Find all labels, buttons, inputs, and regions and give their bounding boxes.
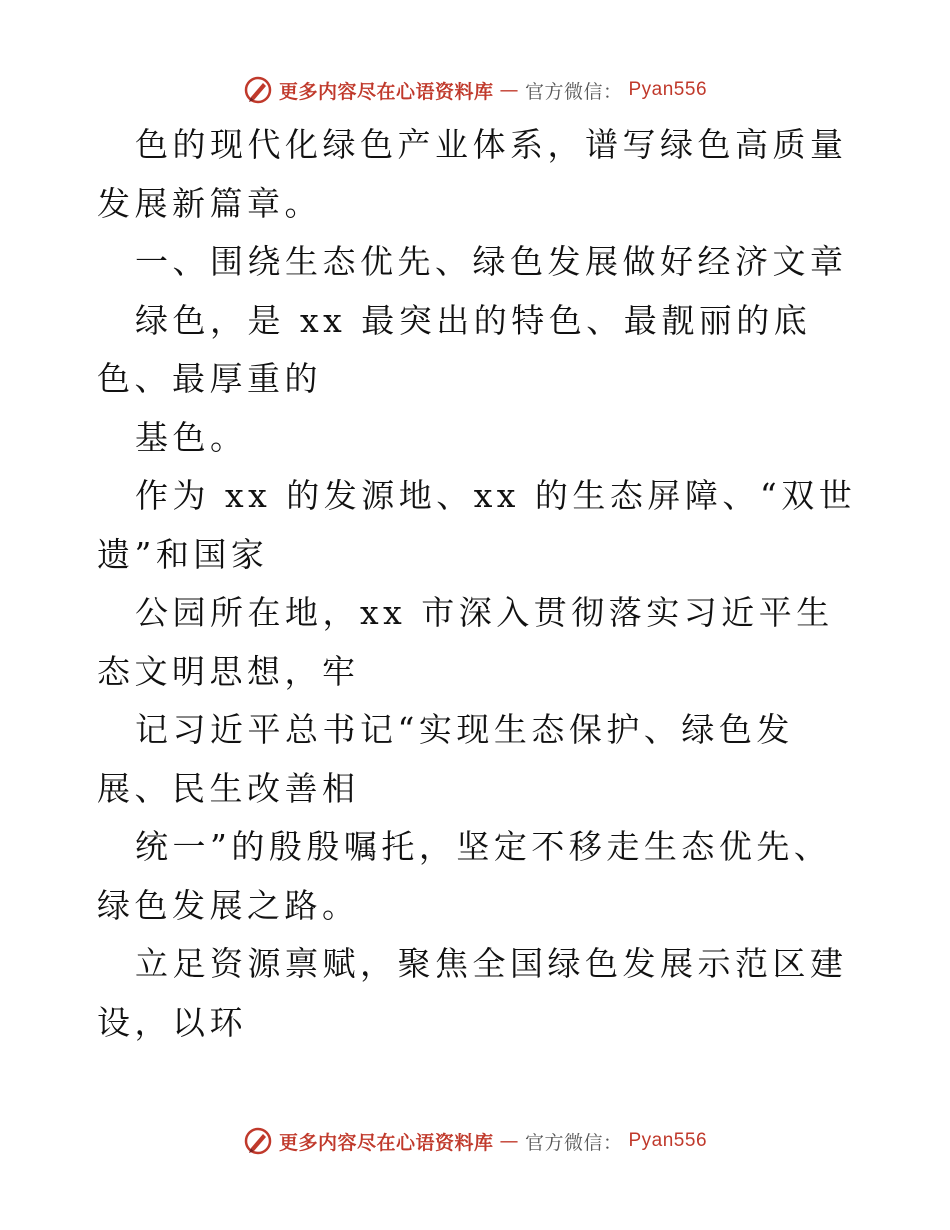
watermark-main-text: 更多内容尽在心语资料库 <box>278 1131 494 1154</box>
watermark-wechat-id: Pyan556 <box>628 1130 708 1151</box>
paragraph: 立足资源禀赋，聚焦全国绿色发展示范区建设，以环 <box>97 944 848 1042</box>
paragraph: 绿色，是 xx 最突出的特色、最靓丽的底色、最厚重的 <box>97 300 812 398</box>
paragraph: 记习近平总书记“实现生态保护、绿色发展、民生改善相 <box>97 710 794 808</box>
paragraph: 统一”的殷殷嘱托，坚定不移走生态优先、绿色发展之路。 <box>97 827 832 925</box>
watermark-wechat-label: 官方微信： <box>524 1131 623 1154</box>
watermark-main-text: 更多内容尽在心语资料库 <box>278 80 494 103</box>
document-body <box>97 116 857 1052</box>
watermark-separator: — <box>499 79 519 101</box>
paragraph: 色的现代化绿色产业体系，谱写绿色高质量发展新篇章。 <box>97 125 848 223</box>
watermark-separator: — <box>499 1130 519 1152</box>
paragraph: 公园所在地，xx 市深入贯彻落实习近平生态文明思想，牢 <box>97 593 834 691</box>
header-watermark <box>0 75 950 105</box>
pen-logo-icon <box>243 1126 273 1156</box>
pen-logo-icon <box>243 75 273 105</box>
watermark-wechat-id: Pyan556 <box>628 79 708 100</box>
paragraph: 基色。 <box>135 417 248 457</box>
section-heading: 一、围绕生态优先、绿色发展做好经济文章 <box>135 242 848 281</box>
paragraph: 作为 xx 的发源地、xx 的生态屏障、“双世遗”和国家 <box>97 476 857 574</box>
footer-watermark <box>0 1126 950 1156</box>
watermark-wechat-label: 官方微信： <box>524 80 623 103</box>
